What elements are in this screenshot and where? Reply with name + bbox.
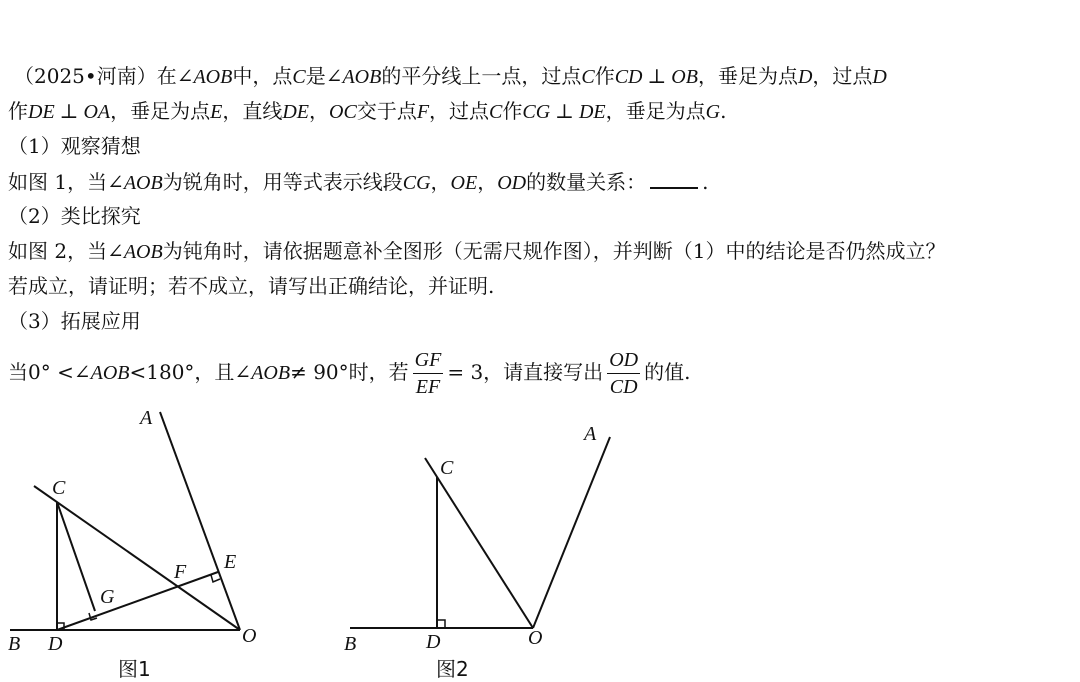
problem-line-2: 作DE ⊥ OA，垂足为点E，直线DE，OC交于点F，过点C作CG ⊥ DE，垂足为点G.: [8, 99, 727, 123]
fig1-label-c: C: [52, 477, 66, 499]
part2-text-2: 若成立，请证明；若不成立，请写出正确结论，并证明.: [8, 274, 495, 298]
fig1-label-o: O: [242, 625, 257, 647]
fig1-segment-cg: [57, 502, 95, 611]
fig2-label-c: C: [440, 457, 454, 479]
fig2-label-d: D: [426, 631, 441, 653]
part3-text: 当0° <∠AOB<180°，且∠AOB≠ 90°时，若 $\frac{GF}{EF}$ = 3，请直接写出 $\frac{OD}{CD}$ 的值.: [8, 349, 691, 398]
fraction-gf-ef: $\frac{GF}{EF}$: [414, 349, 442, 398]
fig2-label-b: B: [344, 633, 357, 655]
figure2: [350, 437, 610, 628]
fig2-label-o: O: [528, 627, 543, 649]
part2-heading: （2）类比探究: [8, 204, 141, 228]
fig1-label-b: B: [8, 633, 21, 655]
figure2-labels: [344, 423, 597, 655]
fraction-od-cd: $\frac{OD}{CD}$: [609, 349, 639, 398]
part1-text: 如图 1，当∠AOB为锐角时，用等式表示线段CG，OE，OD的数量关系： .: [8, 167, 708, 197]
fig1-label-e: E: [224, 551, 237, 573]
part1-heading: （1）观察猜想: [8, 134, 141, 158]
figure1-labels: [8, 407, 256, 655]
fig2-label-a: A: [584, 423, 597, 445]
fig1-label-d: D: [48, 633, 63, 655]
fig2-right-angle-d: [437, 620, 445, 628]
fig1-right-angle-e: [211, 575, 220, 582]
fig1-label-f: F: [174, 561, 187, 583]
fig2-line-oc: [425, 458, 533, 628]
fig2-caption: 图2: [436, 657, 469, 681]
fig1-label-g: G: [100, 586, 115, 608]
fig1-ray-oa: [160, 412, 240, 630]
fig1-line-oc: [34, 486, 240, 630]
part2-text-1: 如图 2，当∠AOB为钝角时，请依据题意补全图形（无需尺规作图），并判断（1）中的结论是否仍然成立？: [8, 239, 946, 263]
part3-heading: （3）拓展应用: [8, 309, 141, 333]
fig1-label-a: A: [140, 407, 153, 429]
fig2-ray-oa: [533, 437, 610, 628]
fig1-segment-de: [57, 572, 218, 630]
fig1-caption: 图1: [118, 657, 151, 681]
problem-line-1: （2025•河南）在∠AOB中，点C是∠AOB的平分线上一点，过点C作CD ⊥ OB，垂足为点D，过点D: [14, 64, 887, 88]
figure1: [10, 412, 240, 630]
source-tag: （2025•河南）: [14, 64, 157, 88]
